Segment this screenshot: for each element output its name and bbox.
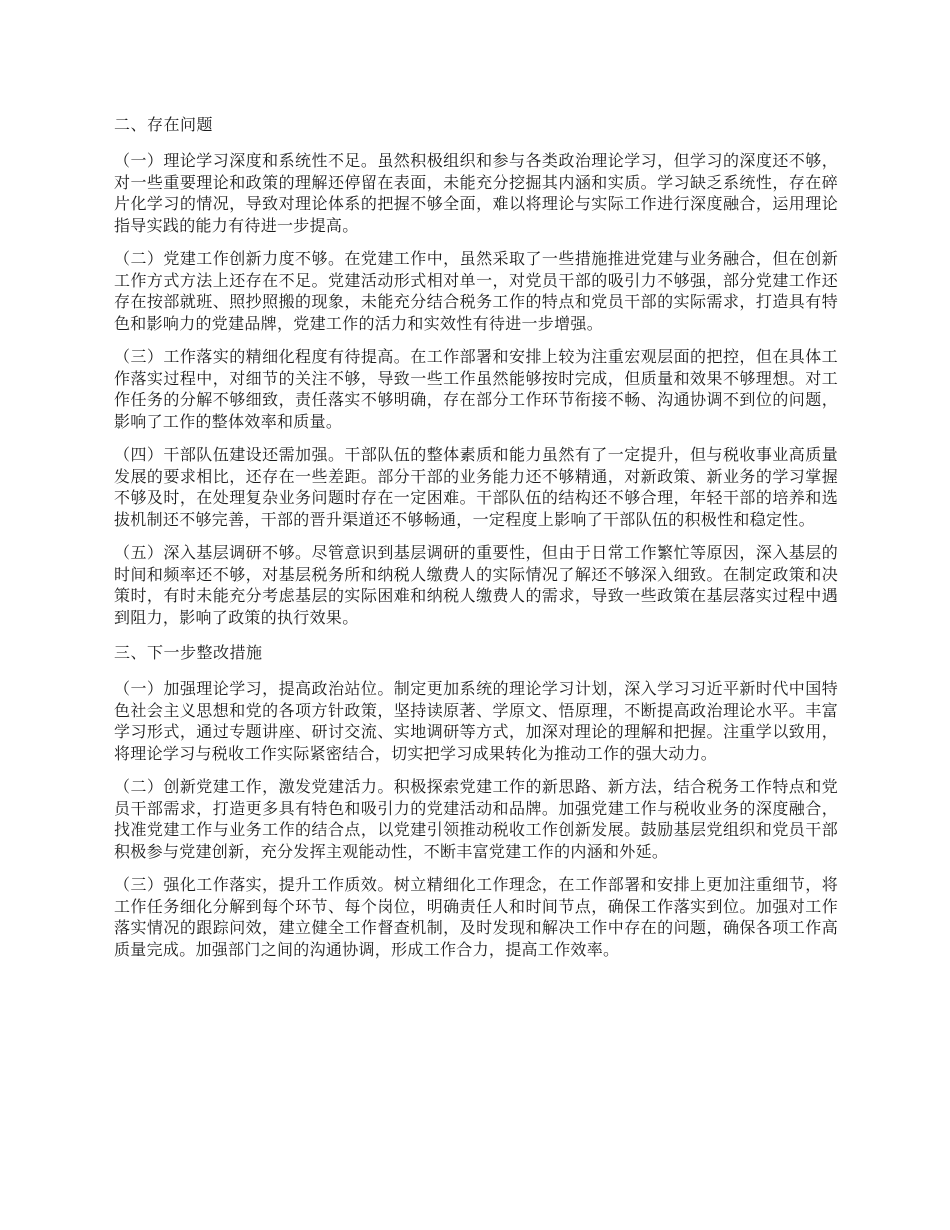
section-heading-problems: 二、存在问题 — [114, 115, 214, 134]
paragraph-problem-5: （五）深入基层调研不够。尽管意识到基层调研的重要性，但由于日常工作繁忙等原因，深入基层的时间和频率还不够，对基层税务所和纳税人缴费人的实际情况了解还不够深入细致。在制定政策和决策时，有时未能充分考虑基层的实际困难和纳税人缴费人的需求，导致一些政策在基层落实过程中遇到阻力，影响了政策的执行效果。 — [114, 543, 838, 627]
document-body — [114, 112, 838, 972]
paragraph-problem-3: （三）工作落实的精细化程度有待提高。在工作部署和安排上较为注重宏观层面的把控，但在具体工作落实过程中，对细节的关注不够，导致一些工作虽然能够按时完成，但质量和效果不够理想。对工作任务的分解不够细致，责任落实不够明确，存在部分工作环节衔接不畅、沟通协调不到位的问题，影响了工作的整体效率和质量。 — [114, 347, 838, 431]
section-heading-measures: 三、下一步整改措施 — [114, 643, 263, 662]
paragraph-measure-3: （三）强化工作落实，提升工作质效。树立精细化工作理念，在工作部署和安排上更加注重细节，将工作任务细化分解到每个环节、每个岗位，明确责任人和时间节点，确保工作落实到位。加强对工作落实情况的跟踪问效，建立健全工作督查机制，及时发现和解决工作中存在的问题，确保各项工作高质量完成。加强部门之间的沟通协调，形成工作合力，提高工作效率。 — [114, 875, 838, 959]
paragraph-problem-1: （一）理论学习深度和系统性不足。虽然积极组织和参与各类政治理论学习，但学习的深度还不够，对一些重要理论和政策的理解还停留在表面，未能充分挖掘其内涵和实质。学习缺乏系统性，存在碎片化学习的情况，导致对理论体系的把握不够全面，难以将理论与实际工作进行深度融合，运用理论指导实践的能力有待进一步提高。 — [114, 151, 838, 235]
paragraph-measure-2: （二）创新党建工作，激发党建活力。积极探索党建工作的新思路、新方法，结合税务工作特点和党员干部需求，打造更多具有特色和吸引力的党建活动和品牌。加强党建工作与税收业务的深度融合，找准党建工作与业务工作的结合点，以党建引领推动税收工作创新发展。鼓励基层党组织和党员干部积极参与党建创新，充分发挥主观能动性，不断丰富党建工作的内涵和外延。 — [114, 777, 838, 861]
paragraph-problem-4: （四）干部队伍建设还需加强。干部队伍的整体素质和能力虽然有了一定提升，但与税收事业高质量发展的要求相比，还存在一些差距。部分干部的业务能力还不够精通，对新政策、新业务的学习掌握不够及时，在处理复杂业务问题时存在一定困难。干部队伍的结构还不够合理，年轻干部的培养和选拔机制还不够完善，干部的晋升渠道还不够畅通，一定程度上影响了干部队伍的积极性和稳定性。 — [114, 445, 838, 529]
paragraph-problem-2: （二）党建工作创新力度不够。在党建工作中，虽然采取了一些措施推进党建与业务融合，但在创新工作方式方法上还存在不足。党建活动形式相对单一，对党员干部的吸引力不够强，部分党建工作还存在按部就班、照抄照搬的现象，未能充分结合税务工作的特点和党员干部的实际需求，打造具有特色和影响力的党建品牌，党建工作的活力和实效性有待进一步增强。 — [114, 249, 838, 333]
paragraph-measure-1: （一）加强理论学习，提高政治站位。制定更加系统的理论学习计划，深入学习习近平新时代中国特色社会主义思想和党的各项方针政策，坚持读原著、学原文、悟原理，不断提高政治理论水平。丰富学习形式，通过专题讲座、研讨交流、实地调研等方式，加深对理论的理解和把握。注重学以致用，将理论学习与税收工作实际紧密结合，切实把学习成果转化为推动工作的强大动力。 — [114, 679, 838, 763]
